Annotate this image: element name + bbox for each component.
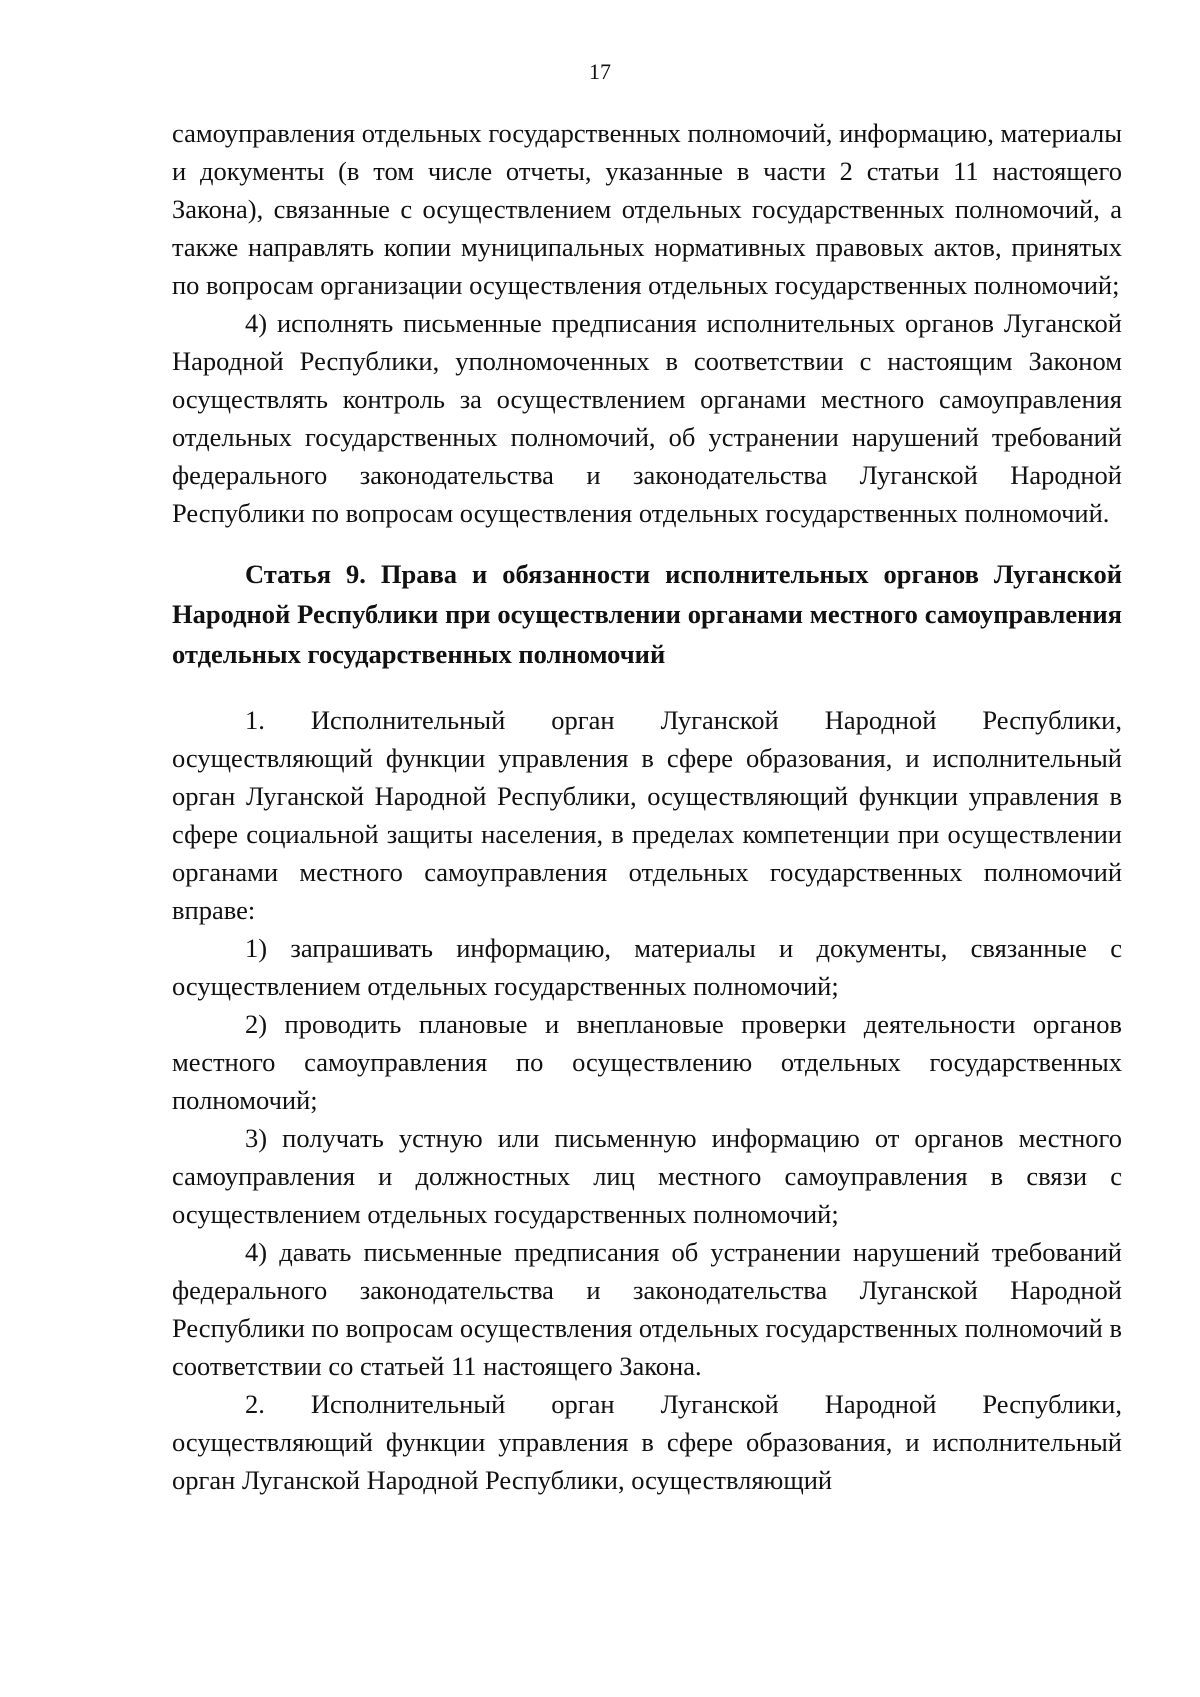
list-item: 2) проводить плановые и внеплановые проверки деятельности органов местного самоуправления по осуществлению отдельных государственных полномочий; xyxy=(172,1009,1122,1115)
list-item: 3) получать устную или письменную информацию от органов местного самоуправления и должностных лиц местного самоуправления в связи с осуществлением отдельных государственных полномочий; xyxy=(172,1123,1122,1229)
continuation-paragraph: самоуправления отдельных государственных полномочий, информацию, материалы и документы (в том числе отчеты, указанные в части 2 статьи 11 настоящего Закона), связанные с осуществлением отдельных государственных полномочий, а также направлять копии муниципальных нормативных правовых актов, принятых по вопросам организации осуществления отдельных государственных полномочий; xyxy=(172,118,1122,300)
article-heading: Статья 9. Права и обязанности исполнительных органов Луганской Народной Республики при осуществлении органами местного самоуправления отдельных государственных полномочий xyxy=(172,559,1122,669)
list-item: 1) запрашивать информацию, материалы и документы, связанные с осуществлением отдельных государственных полномочий; xyxy=(172,933,1122,1001)
page-number: 17 xyxy=(589,59,611,84)
document-body xyxy=(172,114,1122,1499)
list-item: 4) давать письменные предписания об устранении нарушений требований федерального законодательства и законодательства Луганской Народной Республики по вопросам осуществления отдельных государственных полномочий в соответствии со статьей 11 настоящего Закона. xyxy=(172,1237,1122,1381)
part-2-paragraph: 2. Исполнительный орган Луганской Народной Республики, осуществляющий функции управления в сфере образования, и исполнительный орган Луганской Народной Республики, осуществляющий xyxy=(172,1389,1122,1495)
part-1-paragraph: 1. Исполнительный орган Луганской Народной Республики, осуществляющий функции управления в сфере образования, и исполнительный орган Луганской Народной Республики, осуществляющий функции управления в сфере социальной защиты населения, в пределах компетенции при осуществлении органами местного самоуправления отдельных государственных полномочий вправе: xyxy=(172,705,1122,925)
list-item: 4) исполнять письменные предписания исполнительных органов Луганской Народной Республики, уполномоченных в соответствии с настоящим Законом осуществлять контроль за осуществлением органами местного самоуправления отдельных государственных полномочий, об устранении нарушений требований федерального законодательства и законодательства Луганской Народной Республики по вопросам осуществления отдельных государственных полномочий. xyxy=(172,308,1122,528)
